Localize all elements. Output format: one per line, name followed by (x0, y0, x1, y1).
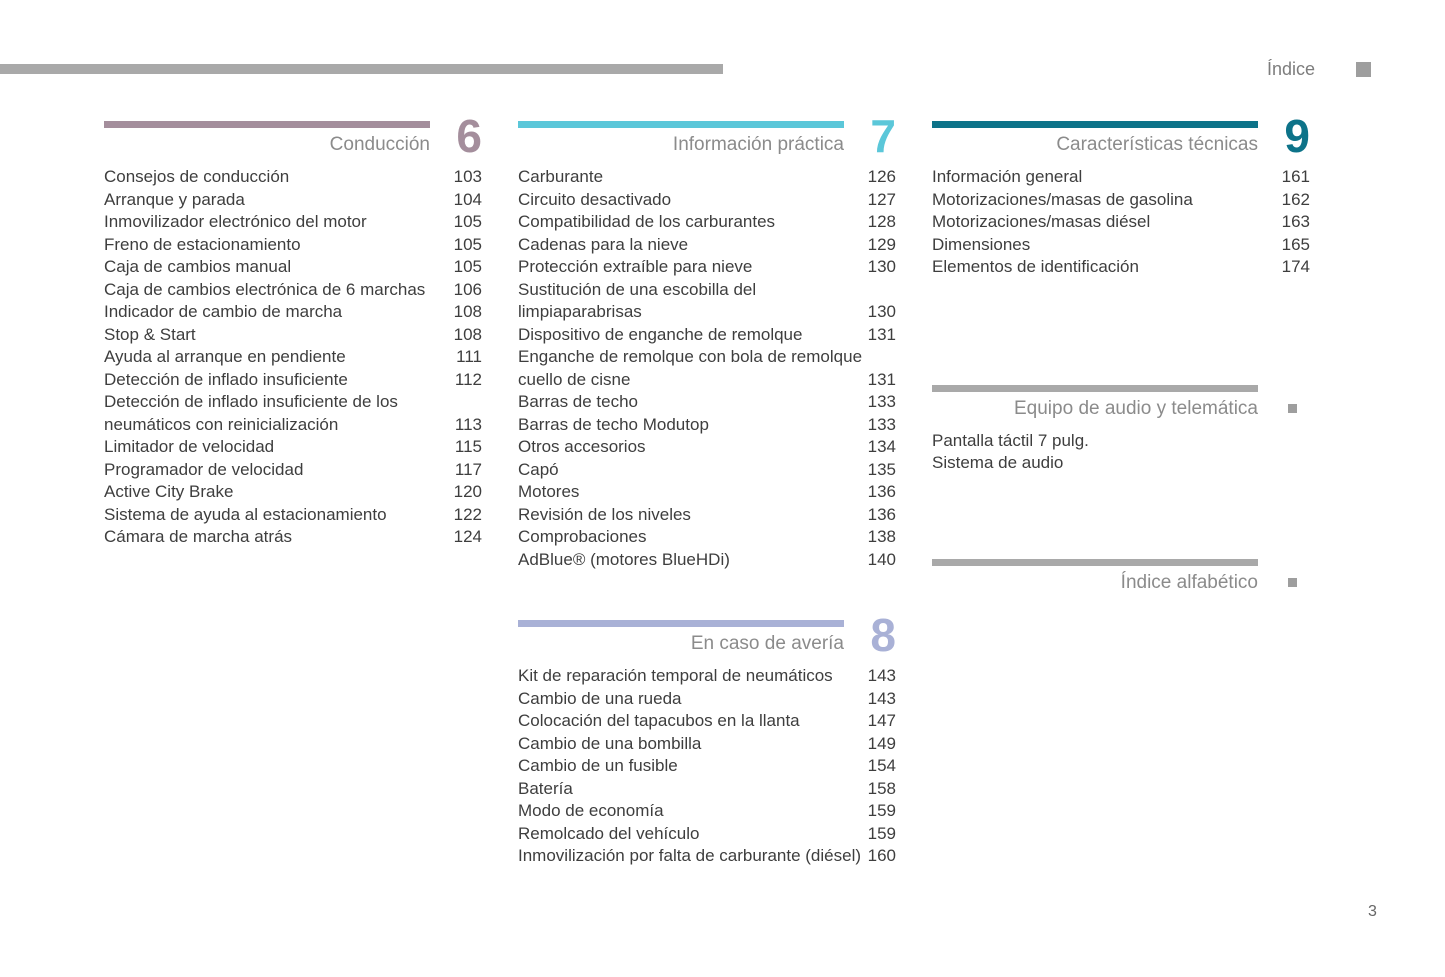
toc-entry (104, 346, 482, 369)
toc-entry (104, 436, 482, 459)
toc-entry-page: 136 (867, 504, 896, 524)
toc-entry (518, 845, 896, 868)
toc-entry-label: Motorizaciones/masas de gasolina (932, 189, 1193, 209)
toc-entry-label: Cambio de una rueda (518, 688, 682, 708)
section-caracteristicas-tecnicas (932, 112, 1310, 279)
toc-entry-label: Inmovilización por falta de carburante (diésel) (518, 846, 862, 865)
toc-entry-page: 162 (1281, 189, 1310, 209)
section-header (932, 376, 1310, 420)
toc-entry (518, 481, 896, 504)
toc-entry-label: Stop & Start (104, 324, 196, 344)
toc-entry-label: Dimensiones (932, 234, 1031, 254)
toc-entry (518, 755, 896, 778)
toc-entry-page: 130 (867, 257, 896, 276)
section-title: Equipo de audio y telemática (1014, 397, 1258, 419)
toc-entry-label: Cambio de una bombilla (518, 733, 702, 753)
toc-entry-label: Cadenas para la nieve (518, 234, 689, 254)
toc-entry (104, 481, 482, 504)
toc-entry-label: Freno de estacionamiento (104, 234, 301, 254)
section-title: Información práctica (672, 134, 844, 155)
toc-entry-label: Ayuda al arranque en pendiente (104, 347, 346, 366)
toc-entry-page: 138 (867, 527, 896, 546)
toc-entry (104, 459, 482, 482)
toc-entry-page: 149 (867, 733, 896, 753)
toc-entry-page: 143 (867, 666, 896, 685)
toc-entry-page: 143 (867, 688, 896, 708)
toc-entry (104, 279, 482, 302)
toc-entry (518, 324, 896, 347)
toc-entry (932, 234, 1310, 257)
toc-entry-label: Detección de inflado insuficiente (104, 369, 348, 389)
toc-list-conduccion (104, 166, 482, 549)
toc-entry-label: Sistema de audio (932, 453, 1064, 472)
toc-entry-page: 130 (867, 302, 896, 321)
section-square-icon (1288, 404, 1297, 413)
toc-entry-page: 124 (453, 527, 482, 546)
toc-entry-label: Kit de reparación temporal de neumáticos (518, 666, 833, 685)
toc-entry-page: 161 (1281, 167, 1310, 186)
toc-entry (518, 256, 896, 279)
column-1 (104, 112, 482, 549)
toc-entry-label: Limitador de velocidad (104, 437, 275, 456)
toc-entry-page: 165 (1281, 234, 1310, 254)
section-title: Características técnicas (1056, 134, 1258, 155)
toc-entry-page: 174 (1281, 257, 1310, 276)
toc-entry (518, 234, 896, 257)
toc-list-caracteristicas-tecnicas (932, 166, 1310, 279)
section-title: En caso de avería (690, 633, 844, 654)
toc-entry-label: Motorizaciones/masas diésel (932, 212, 1151, 231)
section-accent-bar (932, 559, 1258, 566)
column-2 (518, 112, 896, 868)
section-title: Índice alfabético (1120, 571, 1258, 593)
toc-entry (932, 166, 1310, 189)
toc-entry-page: 128 (867, 212, 896, 231)
toc-entry-page: 112 (454, 369, 482, 389)
section-en-caso-de-averia (518, 611, 896, 868)
toc-entry-page: 140 (867, 549, 896, 569)
section-number: 7 (870, 110, 896, 162)
toc-entry (104, 211, 482, 234)
toc-entry-label: Dispositivo de enganche de remolque (518, 324, 803, 344)
toc-entry-label: Arranque y parada (104, 189, 245, 209)
toc-entry-page: 131 (867, 369, 896, 389)
section-accent-bar (104, 121, 430, 128)
toc-entry (518, 436, 896, 459)
section-conduccion (104, 112, 482, 549)
toc-entry-page: 108 (453, 324, 482, 344)
toc-entry-label: Revisión de los niveles (518, 504, 691, 524)
toc-entry-page: 136 (867, 482, 896, 501)
toc-entry-label: Inmovilizador electrónico del motor (104, 212, 367, 231)
top-decorative-rule (0, 64, 723, 74)
section-header (518, 609, 896, 661)
page-title: Índice (1266, 59, 1315, 79)
section-header (518, 110, 896, 162)
toc-entry (518, 688, 896, 711)
toc-entry-label: Indicador de cambio de marcha (104, 302, 343, 321)
toc-entry-page: 126 (867, 167, 896, 186)
toc-entry (104, 324, 482, 347)
toc-entry-label: Active City Brake (104, 482, 234, 501)
section-indice-alfabetico (932, 550, 1310, 594)
toc-entry-page: 154 (867, 756, 896, 775)
toc-entry-label: Colocación del tapacubos en la llanta (518, 711, 800, 730)
toc-entry-page: 159 (867, 823, 896, 843)
toc-entry (518, 459, 896, 482)
toc-entry-label: Pantalla táctil 7 pulg. (932, 430, 1089, 450)
toc-entry (104, 234, 482, 257)
toc-entry-label: Programador de velocidad (104, 459, 304, 479)
section-accent-bar (932, 385, 1258, 392)
toc-list-equipo-audio (932, 430, 1310, 475)
section-header (932, 110, 1310, 162)
toc-entry (104, 391, 482, 436)
toc-entry-page: 127 (867, 189, 896, 209)
toc-entry-page: 105 (453, 257, 482, 276)
toc-entry-label: Modo de economía (518, 801, 664, 820)
toc-entry-page: 108 (453, 302, 482, 321)
toc-entry-label: Sustitución de una escobilla del limpiaparabrisas (518, 279, 757, 321)
toc-entry (518, 414, 896, 437)
toc-entry (518, 800, 896, 823)
toc-entry-label: Motores (518, 482, 580, 501)
toc-entry-label: Cámara de marcha atrás (104, 527, 293, 546)
corner-square-icon (1356, 62, 1371, 77)
toc-entry (518, 346, 896, 391)
toc-entry (518, 391, 896, 414)
toc-entry-label: Sistema de ayuda al estacionamiento (104, 504, 387, 524)
toc-entry-page: 135 (867, 459, 896, 479)
column-3 (932, 112, 1310, 594)
toc-entry-page: 113 (454, 414, 482, 434)
section-equipo-audio (932, 376, 1310, 475)
toc-entry-page: 147 (867, 711, 896, 730)
toc-entry-label: Caja de cambios manual (104, 257, 292, 276)
toc-entry-page: 105 (453, 234, 482, 254)
toc-entry (518, 504, 896, 527)
toc-entry-label: Consejos de conducción (104, 167, 290, 186)
toc-entry (518, 710, 896, 733)
toc-entry (104, 189, 482, 212)
toc-entry-label: Compatibilidad de los carburantes (518, 212, 776, 231)
toc-list-en-caso-de-averia (518, 665, 896, 868)
toc-entry-label: Enganche de remolque con bola de remolque cuello de cisne (518, 347, 863, 389)
toc-entry-page: 163 (1281, 212, 1310, 231)
toc-entry (518, 778, 896, 801)
section-accent-bar (518, 121, 844, 128)
toc-entry (104, 256, 482, 279)
section-header (932, 550, 1310, 594)
toc-entry-label: AdBlue® (motores BlueHDi) (518, 549, 730, 569)
toc-entry-label: Remolcado del vehículo (518, 823, 700, 843)
toc-entry-label: Barras de techo Modutop (518, 414, 709, 434)
toc-entry-page: 103 (453, 167, 482, 186)
toc-entry-page: 160 (867, 846, 896, 865)
toc-entry-page: 120 (453, 482, 482, 501)
toc-entry (518, 665, 896, 688)
toc-entry (932, 189, 1310, 212)
toc-entry-page: 134 (867, 437, 896, 456)
toc-entry-label: Elementos de identificación (932, 257, 1139, 276)
toc-entry-page: 117 (454, 459, 482, 479)
page-number: 3 (1368, 903, 1377, 920)
toc-entry-page: 105 (453, 212, 482, 231)
toc-entry-label: Protección extraíble para nieve (518, 257, 753, 276)
toc-entry (104, 166, 482, 189)
toc-entry-page: 159 (867, 801, 896, 820)
section-number: 9 (1284, 110, 1310, 162)
section-accent-bar (932, 121, 1258, 128)
toc-entry (518, 823, 896, 846)
toc-entry-label: Comprobaciones (518, 527, 647, 546)
toc-entry-page: 158 (867, 778, 896, 798)
toc-entry (104, 526, 482, 549)
toc-entry-page: 129 (867, 234, 896, 254)
toc-entry (104, 369, 482, 392)
toc-entry (104, 504, 482, 527)
toc-entry-page: 131 (867, 324, 896, 344)
toc-entry-label: Otros accesorios (518, 437, 646, 456)
toc-entry-label: Cambio de un fusible (518, 756, 678, 775)
section-number: 8 (870, 609, 896, 661)
toc-entry (518, 526, 896, 549)
section-accent-bar (518, 620, 844, 627)
section-number: 6 (456, 110, 482, 162)
toc-entry-label: Circuito desactivado (518, 189, 672, 209)
section-square-icon (1288, 578, 1297, 587)
toc-entry-label: Capó (518, 459, 559, 479)
toc-entry (518, 211, 896, 234)
toc-entry (518, 549, 896, 572)
toc-list-informacion-practica (518, 166, 896, 571)
toc-entry (518, 733, 896, 756)
toc-entry (518, 279, 896, 324)
section-title: Conducción (329, 134, 430, 155)
toc-entry (518, 166, 896, 189)
toc-entry-page: 104 (453, 189, 482, 209)
toc-entry-label: Detección de inflado insuficiente de los neumáticos con reinicialización (104, 392, 398, 434)
toc-entry (932, 430, 1310, 453)
toc-entry-label: Batería (518, 778, 573, 798)
toc-entry-label: Barras de techo (518, 392, 639, 411)
toc-entry-page: 133 (867, 392, 896, 411)
toc-entry-label: Caja de cambios electrónica de 6 marchas (104, 279, 426, 299)
toc-entry (518, 189, 896, 212)
toc-entry-page: 115 (454, 437, 482, 456)
toc-entry-page: 106 (453, 279, 482, 299)
toc-entry-page: 122 (453, 504, 482, 524)
toc-entry-page: 133 (867, 414, 896, 434)
section-header (104, 110, 482, 162)
toc-entry (104, 301, 482, 324)
toc-entry (932, 211, 1310, 234)
toc-entry-page: 111 (456, 347, 482, 366)
toc-entry (932, 256, 1310, 279)
toc-entry (932, 452, 1310, 475)
toc-entry-label: Carburante (518, 167, 604, 186)
toc-entry-label: Información general (932, 167, 1083, 186)
section-informacion-practica (518, 112, 896, 571)
